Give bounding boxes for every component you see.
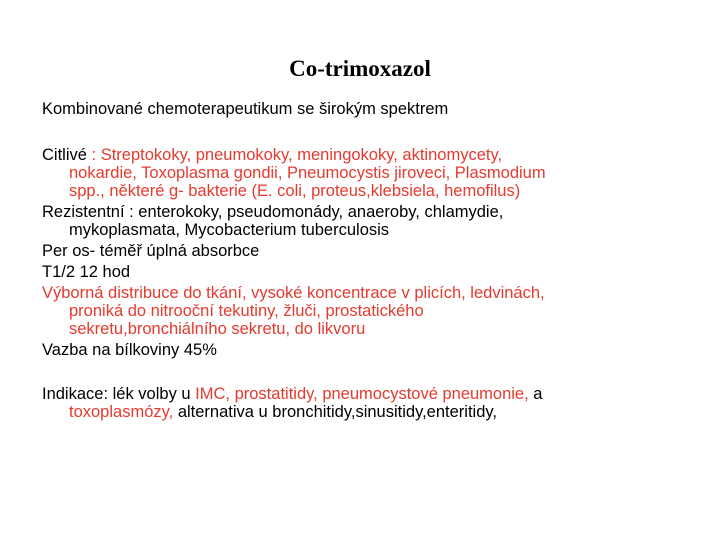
- citlive-text-1: : Streptokoky, pneumokoky, meningokoky, aktinomycety,: [86, 146, 503, 164]
- citlive-block: [42, 146, 702, 200]
- vazba-block: [42, 341, 702, 359]
- citlive-label: Citlivé: [42, 146, 87, 164]
- rezistentni-block: [42, 203, 702, 239]
- slide-title-text: Co-trimoxazol: [289, 56, 431, 81]
- distribuce-line-3: sekretu,bronchiálního sekretu, do likvoru: [69, 320, 366, 338]
- rezistentni-line-2: mykoplasmata, Mycobacterium tuberculosis: [69, 221, 390, 239]
- vazba-line: Vazba na bílkoviny 45%: [42, 341, 217, 359]
- absorbce-block: [42, 242, 702, 260]
- indikace-line-2: [42, 403, 702, 421]
- indikace-line-1: [42, 385, 702, 403]
- citlive-line-2: nokardie, Toxoplasma gondii, Pneumocystis jiroveci, Plasmodium: [69, 164, 546, 182]
- indikace-red-1: IMC, prostatitidy, pneumocystové pneumonie,: [195, 385, 529, 403]
- polocas-line: T1/2 12 hod: [42, 263, 131, 281]
- citlive-line-3: spp., některé g- bakterie (E. coli, proteus,klebsiela, hemofilus): [69, 182, 521, 200]
- absorbce-line: Per os- téměř úplná absorbce: [42, 242, 260, 260]
- polocas-block: [42, 263, 702, 281]
- indikace-tail-2: alternativa u bronchitidy,sinusitidy,enteritidy,: [173, 403, 497, 421]
- slide-title: [0, 56, 720, 82]
- rezistentni-line-1: Rezistentní : enterokoky, pseudomonády, anaeroby, chlamydie,: [42, 203, 504, 221]
- distribuce-line-2: proniká do nitrooční tekutiny, žluči, prostatického: [69, 302, 424, 320]
- indikace-tail-1: a: [528, 385, 543, 403]
- slide-body: [42, 100, 702, 424]
- distribuce-line-1: Výborná distribuce do tkání, vysoké koncentrace v plicích, ledvinách,: [42, 284, 545, 302]
- slide-subtitle: Kombinované chemoterapeutikum se širokým spektrem: [42, 100, 449, 118]
- indikace-red-2: toxoplasmózy,: [69, 403, 174, 421]
- distribuce-block: [42, 284, 702, 338]
- indikace-label: Indikace: lék volby u: [42, 385, 196, 403]
- indikace-block: [42, 385, 702, 421]
- citlive-line-1: [42, 146, 702, 164]
